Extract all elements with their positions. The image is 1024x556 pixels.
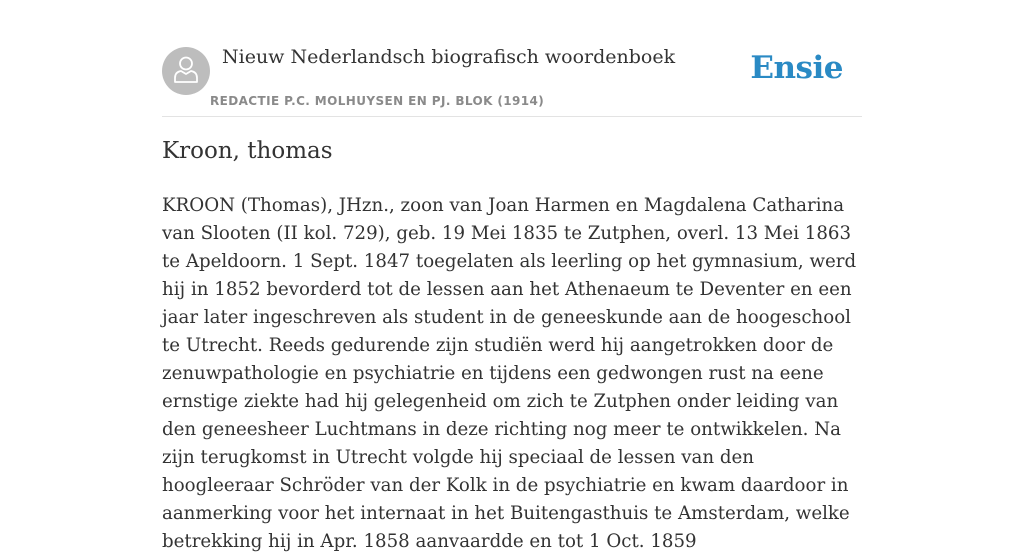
brand-logo[interactable]: Ensie: [750, 50, 843, 86]
user-icon: [172, 54, 200, 89]
source-title[interactable]: Nieuw Nederlandsch biografisch woordenboek: [222, 46, 676, 68]
entry-body: KROON (Thomas), JHzn., zoon van Joan Harmen en Magdalena Catharina van Slooten (II kol. 729), geb. 19 Mei 1835 te Zutphen, overl. 13 Mei 1863 te Apeldoorn. 1 Sept. 1847 toegelaten als leerling op het gymnasium, werd hij in 1852 bevorderd tot de lessen aan het Athenaeum te Deventer en een jaar later ingeschreven als student in de geneeskunde aan de hoogeschool te Utrecht. Reeds gedurende zijn studiën werd hij aangetrokken door de zenuwpathologie en psychiatrie en tijdens een gedwongen rust na eene ernstige ziekte had hij gelegenheid om zich te Zutphen onder leiding van den geneesheer Luchtmans in deze richting nog meer te ontwikkelen. Na zijn terugkomst in Utrecht volgde hij speciaal de lessen van den hoogleeraar Schröder van der Kolk in de psychiatrie en kwam daardoor in aanmerking voor het internaat in het Buitengasthuis te Amsterdam, welke betrekking hij in Apr. 1858 aanvaardde en tot 1 Oct. 1859: [162, 195, 857, 552]
avatar[interactable]: [162, 47, 210, 95]
entry-title: Kroon, thomas: [162, 138, 333, 164]
source-subtitle: REDACTIE P.C. MOLHUYSEN EN PJ. BLOK (1914): [210, 94, 545, 108]
source-header: [162, 44, 862, 117]
